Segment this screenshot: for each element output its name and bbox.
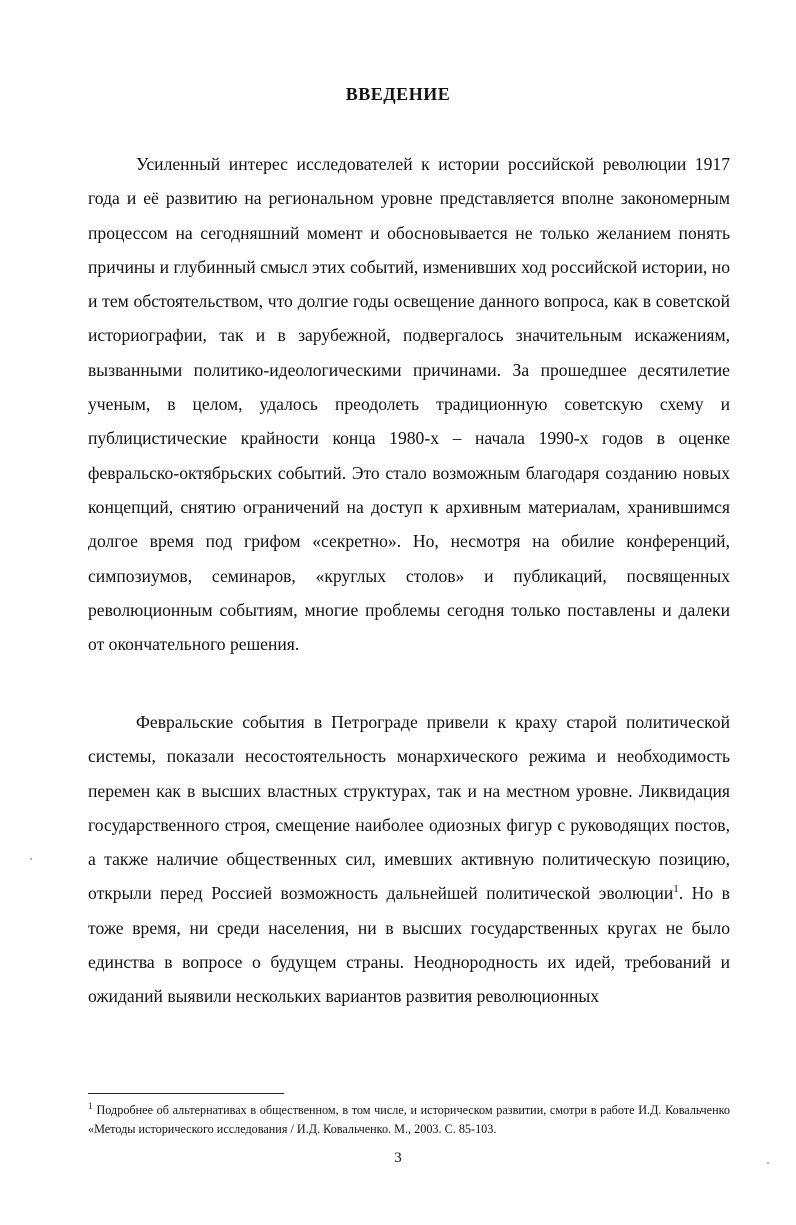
paragraph-1: Усиленный интерес исследователей к истории российской революции 1917 года и её развитию на региональном уровне представляется вполне закономерным процессом на сегодняшний момент и обосновывается не только желанием понять причины и глубинный смысл этих событий, изменивших ход российской истории, но и тем обстоятельством, что долгие годы освещение данного вопроса, как в советской историографии, так и в зарубежной, подвергалось значительным искажениям, вызванными политико-идеологическими причинами. За прошедшее десятилетие ученым, в целом, удалось преодолеть традиционную советскую схему и публицистические крайности конца 1980-х – начала 1990-х годов в оценке февральско-октябрьских событий. Это стало возможным благодаря созданию новых концепций, снятию ограничений на доступ к архивным материалам, хранившимся долгое время под грифом «секретно». Но, несмотря на обилие конференций, симпозиумов, семинаров, «круглых столов» и публикаций, посвященных революционным событиям, многие проблемы сегодня только поставлены и далеки от окончательного решения. [88,154,730,655]
footnote-divider [88,1093,284,1094]
footnote-reference[interactable]: 1 [673,883,679,896]
footnote-number: 1 [88,1100,93,1111]
footnote [88,1101,730,1139]
scan-speck [767,1162,769,1164]
page-title: ВВЕДЕНИЕ [345,84,451,104]
footnote-text: Подробнее об альтернативах в общественном, в том числе, и историческом развитии, смотри в работе И.Д. Ковальченко «Методы исторического исследования / И.Д. Ковальченко. М., 2003. С. 85-103. [88,1103,730,1136]
paragraph-2-text-start: Февральские события в Петрограде привели к краху старой политической системы, показали несостоятельность монархического режима и необходимость перемен как в высших властных структурах, так и на местном уровне. Ликвидация государственного строя, смещение наиболее одиозных фигур с руководящих постов, а также наличие общественных сил, имевших активную политическую позицию, открыли перед Россией возможность дальнейшей политической эволюции [88,712,730,904]
scan-speck [30,858,32,860]
paragraph-2 [88,705,730,1014]
page-number: 3 [394,1150,402,1166]
paragraph-2-text-end: . Но в тоже время, ни среди населения, ни в высших государственных кругах не было единства в вопросе о будущем страны. Неоднородность их идей, требований и ожиданий выявили нескольких вариантов развития революционных [88,883,730,1007]
